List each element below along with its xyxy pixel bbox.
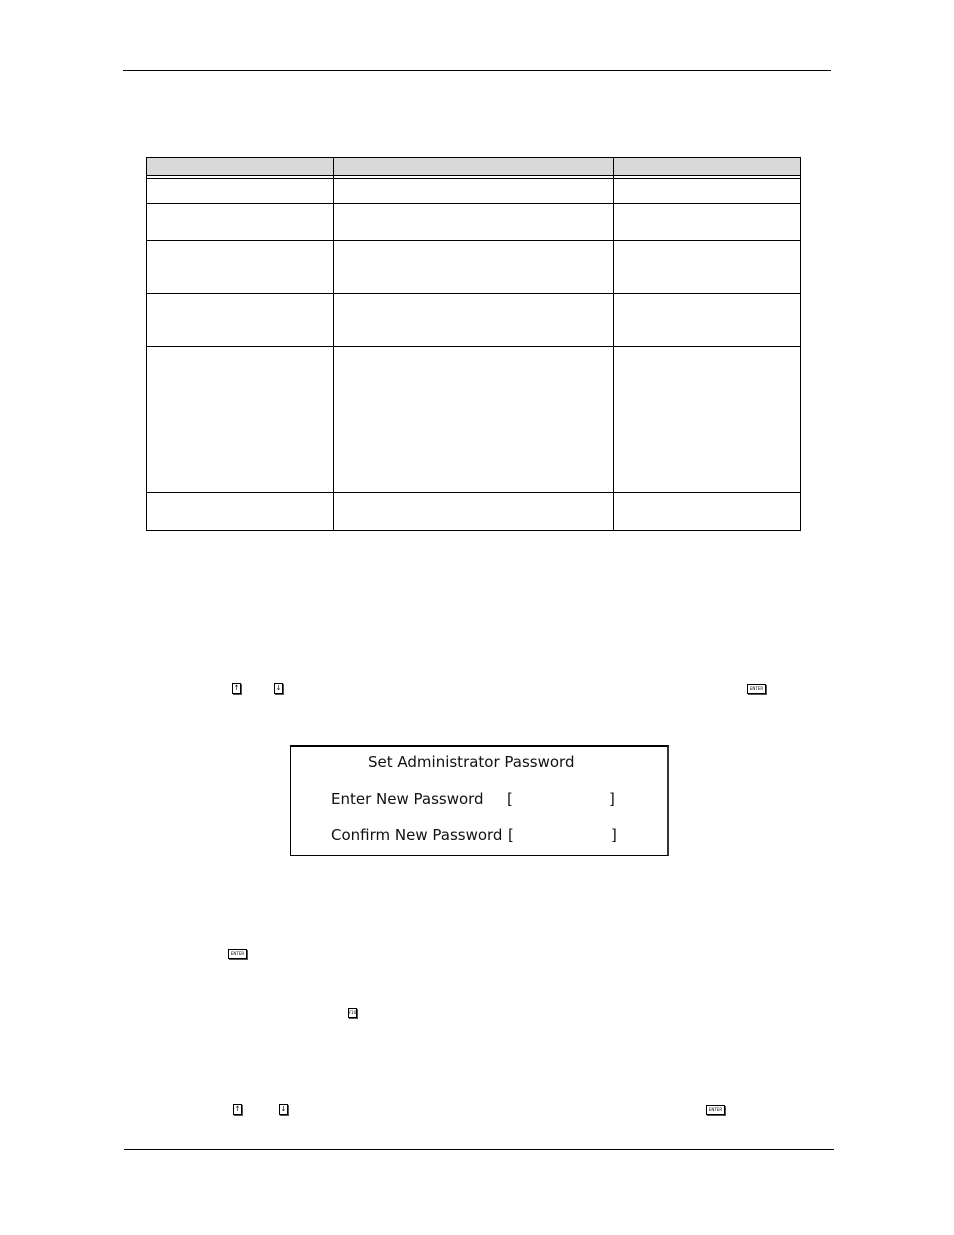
bracket-open: [ [507, 790, 513, 808]
table-column-divider [613, 157, 614, 531]
table-row-divider [146, 346, 801, 347]
table-border-bottom [146, 530, 801, 531]
up-arrow-key-icon: ↑ [233, 684, 240, 692]
bracket-close: ] [609, 790, 615, 808]
down-arrow-key-icon: ↓ [280, 1105, 287, 1113]
enter-key-icon: ENTER [747, 684, 766, 694]
confirm-new-password-label: Confirm New Password [331, 826, 503, 844]
table-row-divider [146, 492, 801, 493]
table-row-divider [146, 240, 801, 241]
confirm-new-password-field[interactable] [518, 827, 610, 845]
settings-table [146, 157, 801, 531]
table-border-left [146, 157, 147, 531]
table-header-row [147, 158, 800, 175]
enter-key-icon: ENTER [228, 949, 247, 959]
up-arrow-key-icon: ↑ [234, 1105, 241, 1113]
enter-new-password-label: Enter New Password [331, 790, 484, 808]
footer-rule [124, 1149, 834, 1150]
down-arrow-key-icon: ↓ [275, 684, 282, 692]
bracket-open: [ [508, 826, 514, 844]
f10-key-icon: F10 [348, 1008, 357, 1018]
table-row-divider [146, 203, 801, 204]
table-border-top [146, 157, 801, 158]
table-header-divider [146, 175, 801, 176]
enter-key-icon: ENTER [706, 1105, 725, 1115]
table-header-divider-double [146, 178, 801, 179]
enter-new-password-field[interactable] [517, 791, 609, 809]
header-rule [123, 70, 831, 71]
bracket-close: ] [611, 826, 617, 844]
dialog-title: Set Administrator Password [368, 753, 575, 771]
table-column-divider [333, 157, 334, 531]
table-row-divider [146, 293, 801, 294]
set-administrator-password-dialog [290, 745, 669, 856]
table-border-right [800, 157, 801, 531]
